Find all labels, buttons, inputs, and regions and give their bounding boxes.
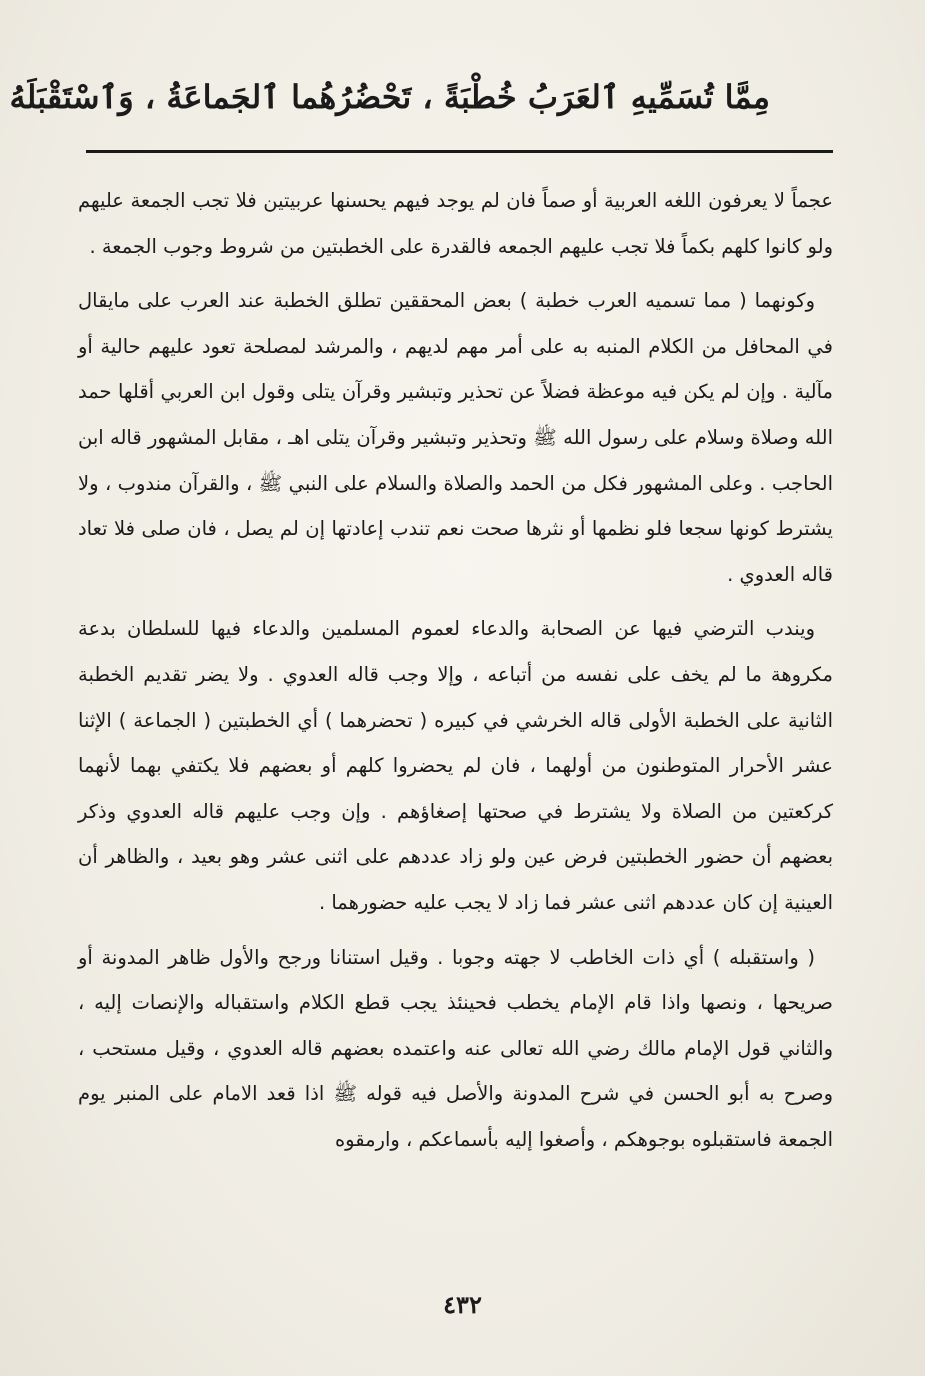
paragraph-3: ويندب الترضي فيها عن الصحابة والدعاء لعموم المسلمين والدعاء فيها للسلطان بدعة مكروهة ما لم يخف على نفسه من أتباعه ، وإلا وجب قاله العدوي . ولا يضر تقديم الخطبة الثانية على الخطبة الأولى قاله الخرشي في كبيره ( تحضرهما ) أي الخطبتين ( الجماعة ) الإثنا عشر الأحرار المتوطنون من أولهما ، فان لم يحضروا كلهم أو بعضهم فلا يكتفي بهما لأنهما كركعتين من الصلاة ولا يشترط في صحتها إصغاؤهم . وإن وجب عليهم قاله العدوي وذكر بعضهم أن حضور الخطبتين فرض عين ولو زاد عددهم على اثنى عشر وهو بعيد ، والظاهر أن العينية إن كان عددهم اثنى عشر فما زاد لا يجب عليه حضورهما .: [78, 617, 833, 914]
body-text: [78, 178, 833, 1162]
paragraph-4: ( واستقبله ) أي ذات الخاطب لا جهته وجوبا . وقيل استنانا ورجح والأول ظاهر المدونة أو صريحها ، ونصها واذا قام الإمام يخطب فحينئذ يجب قطع الكلام واستقباله والإنصات إليه ، والثاني قول الإمام مالك رضي الله تعالى عنه واعتمده بعضهم قاله العدوي ، وقيل مستحب ، وصرح به أبو الحسن في شرح المدونة والأصل فيه قوله ﷺ اذا قعد الامام على المنبر يوم الجمعة فاستقبلوه بوجوهكم ، وأصغوا إليه بأسماعكم ، وارمقوه: [78, 945, 833, 1151]
running-header-title: مِمَّا تُسَمِّيهِ ٱلعَرَبُ خُطْبَةً ، تَحْضُرُهُما ٱلجَماعَةُ ، وَٱسْتَقْبَلَهُ: [9, 78, 770, 116]
header-divider-line: [86, 150, 833, 153]
paragraph-2: وكونهما ( مما تسميه العرب خطبة ) بعض المحققين تطلق الخطبة عند العرب على مايقال في المحافل من الكلام المنبه به على أمر مهم لديهم ، والمرشد لمصلحة تعود عليهم حالية أو مآلية . وإن لم يكن فيه موعظة فضلاً عن تحذير وتبشير وقرآن يتلى وقول ابن العربي أقلها حمد الله وصلاة وسلام على رسول الله ﷺ وتحذير وتبشير وقرآن يتلى اهـ ، مقابل المشهور قاله ابن الحاجب . وعلى المشهور فكل من الحمد والصلاة والسلام على النبي ﷺ ، والقرآن مندوب ، ولا يشترط كونها سجعا فلو نظمها أو نثرها صحت نعم تندب إعادتها إن لم يصل ، فان صلى فلا تعاد قاله العدوي .: [78, 289, 833, 586]
paragraph-1: عجماً لا يعرفون اللغه العربية أو صماً فان لم يوجد فيهم يحسنها عربيتين فلا تجب الجمعة عليهم ولو كانوا كلهم بكماً فلا تجب عليهم الجمعه فالقدرة على الخطبتين من شروط وجوب الجمعة .: [78, 189, 833, 258]
page-number: ٤٣٢: [443, 1290, 482, 1319]
